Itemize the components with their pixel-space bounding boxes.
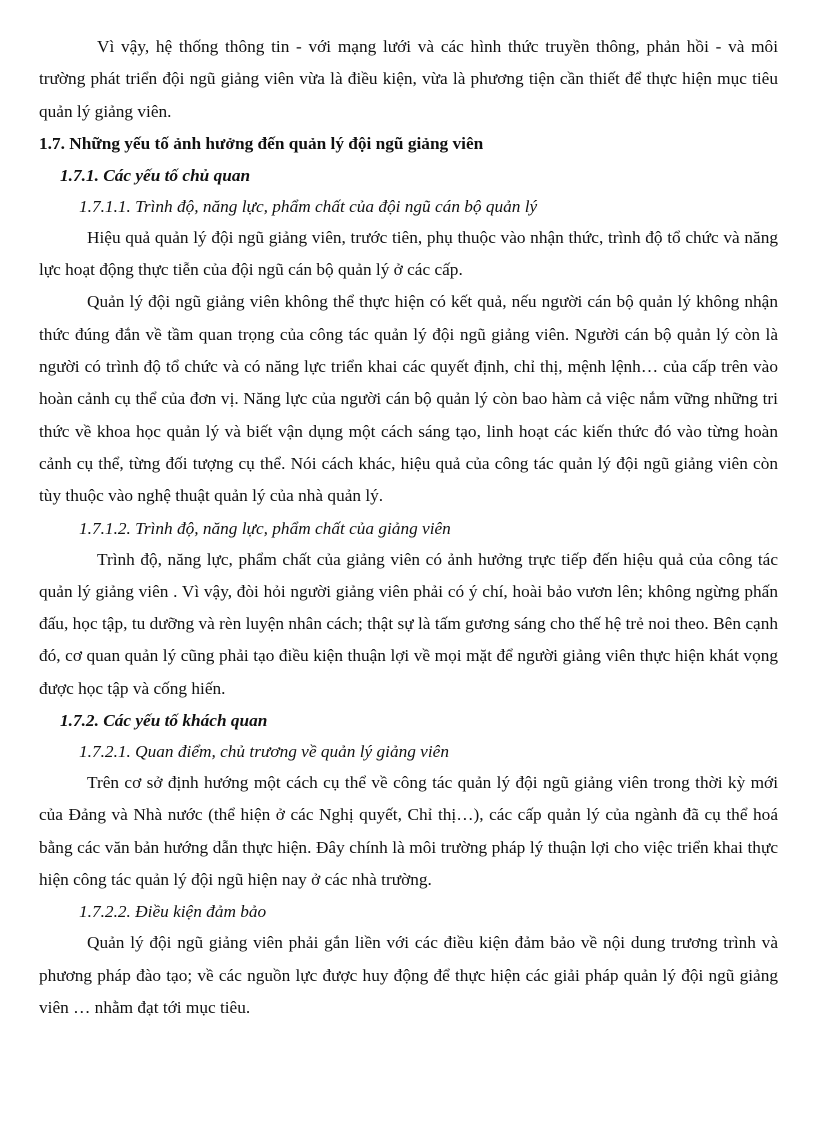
- subsubsection-heading-1-7-2-1: 1.7.2.1. Quan điểm, chủ trương về quản lý giảng viên: [79, 742, 449, 762]
- subsubsection-heading-1-7-1-2: 1.7.1.2. Trình độ, năng lực, phẩm chất của giảng viên: [79, 518, 451, 538]
- subsection-heading-1-7-2: 1.7.2. Các yếu tố khách quan: [60, 711, 268, 731]
- section-heading-1-7: 1.7. Những yếu tố ảnh hưởng đến quản lý đội ngũ giảng viên: [39, 133, 484, 153]
- paragraph-info-system: Vì vậy, hệ thống thông tin - với mạng lưới và các hình thức truyền thông, phản hồi - và môi trường phát triển đội ngũ giảng viên vừa là điều kiện, vừa là phương tiện cần thiết để thực hiện mục tiêu quản lý giảng viên.: [39, 37, 778, 121]
- paragraph-policy-orientation: Trên cơ sở định hướng một cách cụ thể về công tác quản lý đội ngũ giảng viên trong thời kỳ mới của Đảng và Nhà nước (thể hiện ở các Nghị quyết, Chỉ thị…), các cấp quản lý của ngành đã cụ thể hoá bằng các văn bản hướng dẫn thực hiện. Đây chính là môi trường pháp lý thuận lợi cho việc triển khai thực hiện công tác quản lý đội ngũ hiện nay ở các nhà trường.: [39, 773, 778, 889]
- subsubsection-heading-1-7-2-2: 1.7.2.2. Điều kiện đảm bảo: [79, 902, 267, 922]
- paragraph-lecturer-quality: Trình độ, năng lực, phẩm chất của giảng viên có ảnh hưởng trực tiếp đến hiệu quả của công tác quản lý giảng viên . Vì vậy, đòi hỏi người giảng viên phải có ý chí, hoài bảo vươn lên; không ngừng phấn đấu, học tập, tu dưỡng và rèn luyện nhân cách; thật sự là tấm gương sáng cho thế hệ trẻ noi theo. Bên cạnh đó, cơ quan quản lý cũng phải tạo điều kiện thuận lợi về mọi mặt để người giảng viên thực hiện khát vọng được học tập và cống hiến.: [39, 549, 778, 698]
- subsection-heading-1-7-1: 1.7.1. Các yếu tố chủ quan: [60, 165, 251, 185]
- paragraph-guarantee-conditions: Quản lý đội ngũ giảng viên phải gắn liền với các điều kiện đảm bảo về nội dung trương trình và phương pháp đào tạo; về các nguồn lực được huy động để thực hiện các giải pháp quản lý đội ngũ giảng viên … nhằm đạt tới mục tiêu.: [39, 933, 778, 1017]
- paragraph-management-effectiveness: Hiệu quả quản lý đội ngũ giảng viên, trước tiên, phụ thuộc vào nhận thức, trình độ tổ chức và năng lực hoạt động thực tiễn của đội ngũ cán bộ quản lý ở các cấp.: [39, 227, 778, 280]
- paragraph-manager-capability: Quản lý đội ngũ giảng viên không thể thực hiện có kết quả, nếu người cán bộ quản lý không nhận thức đúng đắn về tầm quan trọng của công tác quản lý đội ngũ giảng viên. Người cán bộ quản lý còn là người có trình độ tổ chức và có năng lực triển khai các quyết định, chỉ thị, mệnh lệnh… của cấp trên vào hoàn cảnh cụ thể của đơn vị. Năng lực của người cán bộ quản lý còn bao hàm cả việc nắm vững những tri thức về khoa học quản lý và biết vận dụng một cách sáng tạo, linh hoạt các kiến thức đó vào từng hoàn cảnh cụ thể, từng đối tượng cụ thể. Nói cách khác, hiệu quả của công tác quản lý đội ngũ giảng viên còn tùy thuộc vào nghệ thuật quản lý của nhà quản lý.: [39, 292, 778, 506]
- subsubsection-heading-1-7-1-1: 1.7.1.1. Trình độ, năng lực, phẩm chất của đội ngũ cán bộ quản lý: [79, 196, 538, 216]
